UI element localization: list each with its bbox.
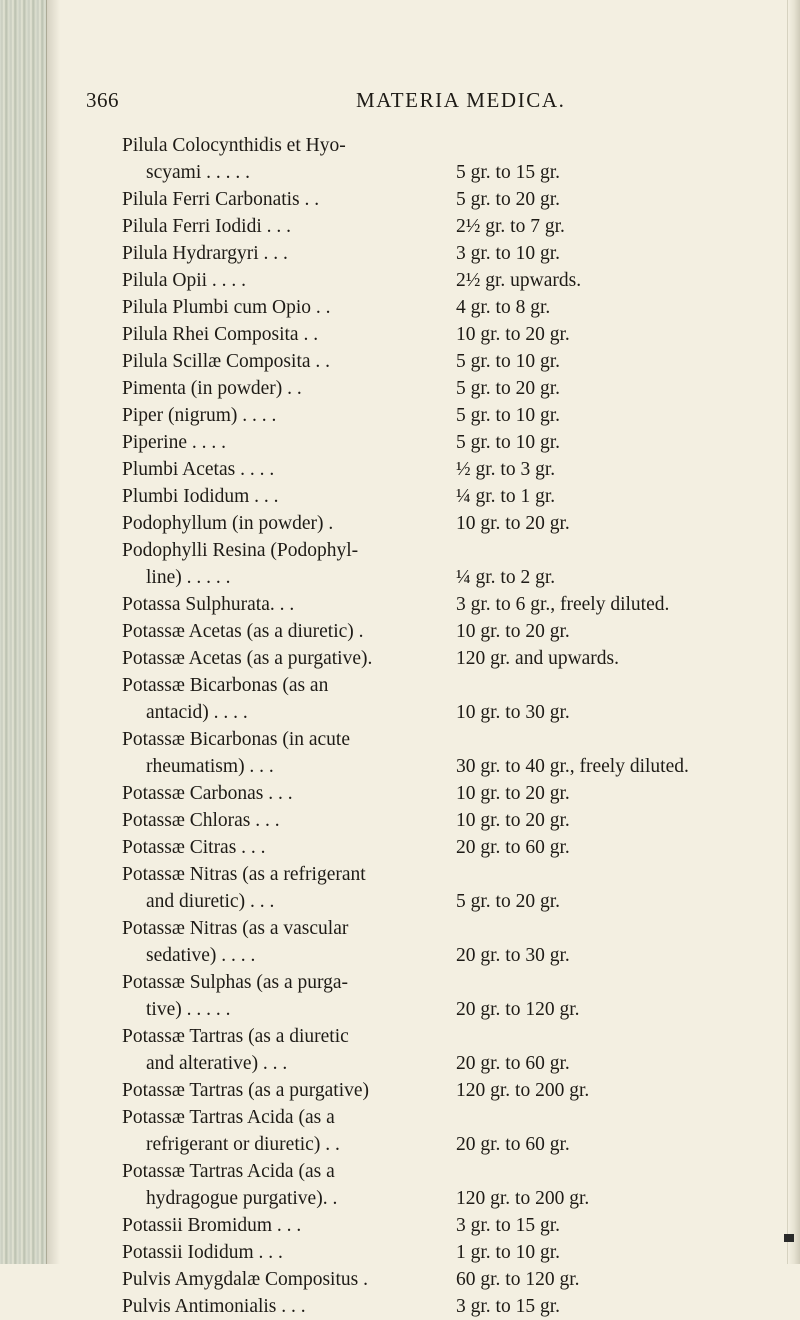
table-row xyxy=(0,132,790,159)
table-row xyxy=(0,1266,790,1293)
drug-name: Potassæ Nitras (as a refrigerant xyxy=(122,864,366,885)
table-row xyxy=(0,429,790,456)
dose-value: 120 gr. to 200 gr. xyxy=(456,1080,590,1101)
drug-name: Pilula Scillæ Composita . . xyxy=(122,351,331,372)
dose-value: 5 gr. to 20 gr. xyxy=(456,189,561,210)
table-row xyxy=(0,1077,790,1104)
table-row xyxy=(0,672,790,699)
dose-value: ¼ gr. to 1 gr. xyxy=(456,486,556,507)
table-row xyxy=(0,240,790,267)
table-row xyxy=(0,402,790,429)
table-row xyxy=(0,159,790,186)
drug-name: hydragogue purgative). . xyxy=(146,1188,338,1209)
table-row xyxy=(0,1131,790,1158)
table-row xyxy=(0,861,790,888)
table-row xyxy=(0,699,790,726)
dose-value: 3 gr. to 10 gr. xyxy=(456,243,561,264)
page-number: 366 xyxy=(86,88,119,112)
drug-name: tive) . . . . . xyxy=(146,999,231,1020)
drug-name: Pilula Ferri Carbonatis . . xyxy=(122,189,320,210)
dose-value: 20 gr. to 60 gr. xyxy=(456,1053,570,1074)
dose-value: 2½ gr. upwards. xyxy=(456,270,582,291)
table-row xyxy=(0,348,790,375)
dose-value: 10 gr. to 20 gr. xyxy=(456,810,570,831)
table-row xyxy=(0,807,790,834)
drug-name: Pilula Colocynthidis et Hyo- xyxy=(122,135,346,156)
drug-name: Potassæ Sulphas (as a purga- xyxy=(122,972,349,993)
drug-name: Potassæ Tartras (as a diuretic xyxy=(122,1026,349,1047)
table-row xyxy=(0,726,790,753)
dose-value: 5 gr. to 15 gr. xyxy=(456,162,561,183)
drug-name: Potassæ Acetas (as a diuretic) . xyxy=(122,621,364,642)
drug-name: Potassa Sulphurata. . . xyxy=(122,594,295,615)
drug-name: line) . . . . . xyxy=(146,567,231,588)
drug-name: Potassæ Carbonas . . . xyxy=(122,783,293,804)
dose-value: 20 gr. to 120 gr. xyxy=(456,999,580,1020)
dosage-table xyxy=(0,132,790,1320)
drug-name: Potassii Bromidum . . . xyxy=(122,1215,302,1236)
drug-name: Piper (nigrum) . . . . xyxy=(122,405,277,426)
table-row xyxy=(0,456,790,483)
dose-value: 5 gr. to 10 gr. xyxy=(456,405,561,426)
table-row xyxy=(0,645,790,672)
drug-name: Plumbi Iodidum . . . xyxy=(122,486,279,507)
table-row xyxy=(0,213,790,240)
dose-value: 5 gr. to 20 gr. xyxy=(456,378,561,399)
drug-name: Podophyllum (in powder) . xyxy=(122,513,334,534)
drug-name: rheumatism) . . . xyxy=(146,756,274,777)
drug-name: Pimenta (in powder) . . xyxy=(122,378,302,399)
table-row xyxy=(0,510,790,537)
table-row xyxy=(0,1185,790,1212)
dose-value: ¼ gr. to 2 gr. xyxy=(456,567,556,588)
dose-value: 5 gr. to 20 gr. xyxy=(456,891,561,912)
table-row xyxy=(0,996,790,1023)
drug-name: Pilula Opii . . . . xyxy=(122,270,247,291)
table-row xyxy=(0,537,790,564)
drug-name: Pilula Hydrargyri . . . xyxy=(122,243,288,264)
drug-name: Potassæ Tartras (as a purgative) xyxy=(122,1080,370,1101)
table-row xyxy=(0,564,790,591)
drug-name: Potassæ Tartras Acida (as a xyxy=(122,1161,335,1182)
table-row xyxy=(0,186,790,213)
table-row xyxy=(0,1293,790,1320)
dose-value: 2½ gr. to 7 gr. xyxy=(456,216,565,237)
dose-value: 20 gr. to 30 gr. xyxy=(456,945,570,966)
dose-value: 4 gr. to 8 gr. xyxy=(456,297,551,318)
table-row xyxy=(0,591,790,618)
table-row xyxy=(0,942,790,969)
drug-name: Potassæ Nitras (as a vascular xyxy=(122,918,349,939)
drug-name: scyami . . . . . xyxy=(146,162,250,183)
drug-name: Potassæ Acetas (as a purgative). xyxy=(122,648,373,669)
table-row xyxy=(0,1212,790,1239)
table-row xyxy=(0,1158,790,1185)
table-row xyxy=(0,1023,790,1050)
table-row xyxy=(0,618,790,645)
table-row xyxy=(0,1050,790,1077)
table-row xyxy=(0,915,790,942)
drug-name: Plumbi Acetas . . . . xyxy=(122,459,275,480)
dose-value: 1 gr. to 10 gr. xyxy=(456,1242,561,1263)
dose-value: 20 gr. to 60 gr. xyxy=(456,1134,570,1155)
dose-value: 10 gr. to 20 gr. xyxy=(456,621,570,642)
drug-name: Pulvis Amygdalæ Compositus . xyxy=(122,1269,368,1290)
dose-value: 3 gr. to 15 gr. xyxy=(456,1215,561,1236)
dose-value: 120 gr. and upwards. xyxy=(456,648,620,669)
table-row xyxy=(0,780,790,807)
dose-value: 10 gr. to 20 gr. xyxy=(456,513,570,534)
table-row xyxy=(0,1104,790,1131)
drug-name: Potassæ Chloras . . . xyxy=(122,810,280,831)
table-row xyxy=(0,834,790,861)
dose-value: ½ gr. to 3 gr. xyxy=(456,459,556,480)
dose-value: 3 gr. to 6 gr., freely diluted. xyxy=(456,594,670,615)
drug-name: antacid) . . . . xyxy=(146,702,248,723)
drug-name: Potassæ Bicarbonas (as an xyxy=(122,675,329,696)
running-head: MATERIA MEDICA. xyxy=(356,88,566,112)
drug-name: refrigerant or diuretic) . . xyxy=(146,1134,340,1155)
table-row xyxy=(0,294,790,321)
page-header xyxy=(86,88,766,118)
drug-name: Pilula Ferri Iodidi . . . xyxy=(122,216,291,237)
dose-value: 30 gr. to 40 gr., freely diluted. xyxy=(456,756,689,777)
dose-value: 10 gr. to 30 gr. xyxy=(456,702,570,723)
dose-value: 120 gr. to 200 gr. xyxy=(456,1188,590,1209)
table-row xyxy=(0,483,790,510)
dose-value: 10 gr. to 20 gr. xyxy=(456,324,570,345)
table-row xyxy=(0,375,790,402)
drug-name: and diuretic) . . . xyxy=(146,891,275,912)
dose-value: 60 gr. to 120 gr. xyxy=(456,1269,580,1290)
drug-name: Pulvis Antimonialis . . . xyxy=(122,1296,306,1317)
drug-name: Podophylli Resina (Podophyl- xyxy=(122,540,359,561)
drug-name: and alterative) . . . xyxy=(146,1053,288,1074)
table-row xyxy=(0,753,790,780)
table-row xyxy=(0,267,790,294)
drug-name: Pilula Plumbi cum Opio . . xyxy=(122,297,331,318)
dose-value: 20 gr. to 60 gr. xyxy=(456,837,570,858)
table-row xyxy=(0,969,790,996)
dose-value: 5 gr. to 10 gr. xyxy=(456,432,561,453)
drug-name: Potassæ Citras . . . xyxy=(122,837,266,858)
drug-name: sedative) . . . . xyxy=(146,945,256,966)
table-row xyxy=(0,888,790,915)
dose-value: 10 gr. to 20 gr. xyxy=(456,783,570,804)
drug-name: Piperine . . . . xyxy=(122,432,226,453)
drug-name: Potassæ Bicarbonas (in acute xyxy=(122,729,350,750)
dose-value: 5 gr. to 10 gr. xyxy=(456,351,561,372)
table-row xyxy=(0,321,790,348)
table-row xyxy=(0,1239,790,1266)
drug-name: Pilula Rhei Composita . . xyxy=(122,324,319,345)
drug-name: Potassii Iodidum . . . xyxy=(122,1242,283,1263)
dose-value: 3 gr. to 15 gr. xyxy=(456,1296,561,1317)
drug-name: Potassæ Tartras Acida (as a xyxy=(122,1107,335,1128)
